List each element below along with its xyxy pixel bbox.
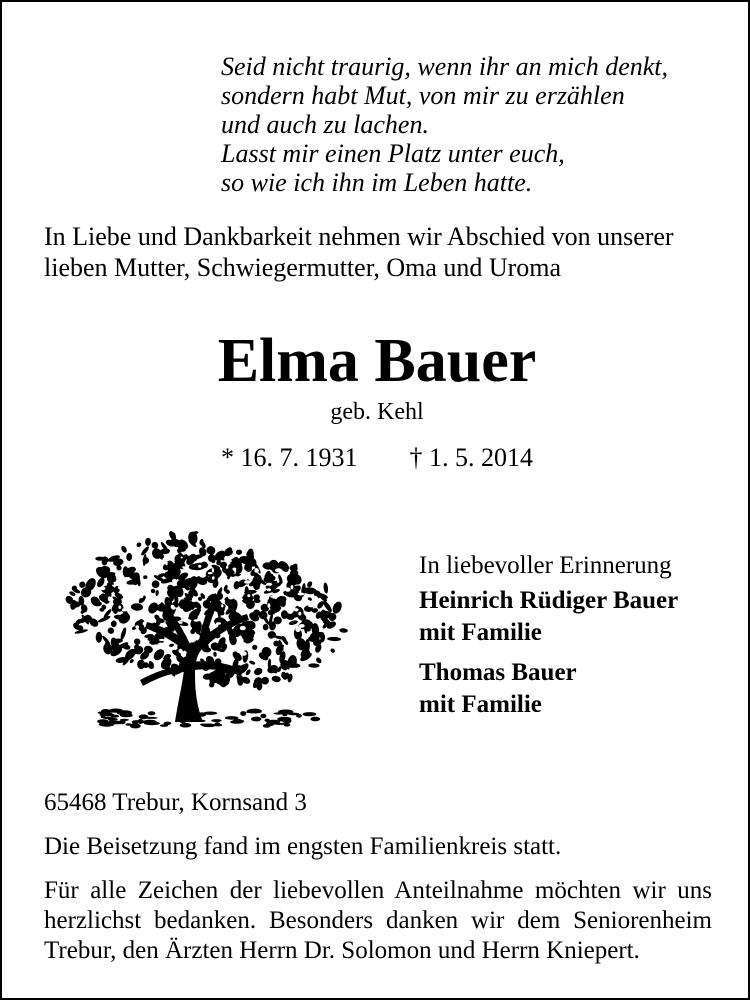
thanks-line: herzlichst bedanken. Besonders danken wir dem Seniorenheim [44, 907, 712, 934]
poem-line: sondern habt Mut, von mir zu erzählen [221, 81, 625, 110]
poem-line: Lasst mir einen Platz unter euch, [221, 139, 565, 168]
thanks-line: Für alle Zeichen der liebevollen Anteilnahme möchten wir uns [44, 877, 712, 904]
mourners-lead: In liebevoller Erinnerung [419, 552, 672, 579]
mourner-suffix: mit Familie [419, 619, 542, 646]
poem-line: Seid nicht traurig, wenn ihr an mich denkt, [221, 52, 669, 81]
life-dates [2, 442, 750, 474]
poem-line: und auch zu lachen. [221, 110, 429, 139]
intro-text [44, 221, 724, 283]
birth-date: * 16. 7. 1931 [221, 443, 358, 472]
burial-note: Die Beisetzung fand im engsten Familienkreis statt. [44, 833, 562, 860]
deceased-name: Elma Bauer [217, 327, 537, 395]
thanks-note [44, 876, 712, 966]
mourners [419, 550, 739, 729]
mourner-name: Thomas Bauer [419, 659, 577, 686]
address: 65468 Trebur, Kornsand 3 [44, 789, 307, 816]
mourner-suffix: mit Familie [419, 691, 542, 718]
poem-line: so wie ich ihn im Leben hatte. [221, 168, 533, 197]
poem [221, 52, 721, 197]
mourner-name: Heinrich Rüdiger Bauer [419, 587, 679, 614]
death-date: † 1. 5. 2014 [409, 443, 533, 472]
birth-name: geb. Kehl [330, 399, 424, 425]
intro-line: In Liebe und Dankbarkeit nehmen wir Abschied von unserer [44, 222, 674, 251]
intro-line: lieben Mutter, Schwiegermutter, Oma und Uroma [44, 253, 562, 282]
thanks-line: Trebur, den Ärzten Herrn Dr. Solomon und Herrn Kniepert. [44, 937, 640, 964]
tree-icon [57, 522, 362, 732]
